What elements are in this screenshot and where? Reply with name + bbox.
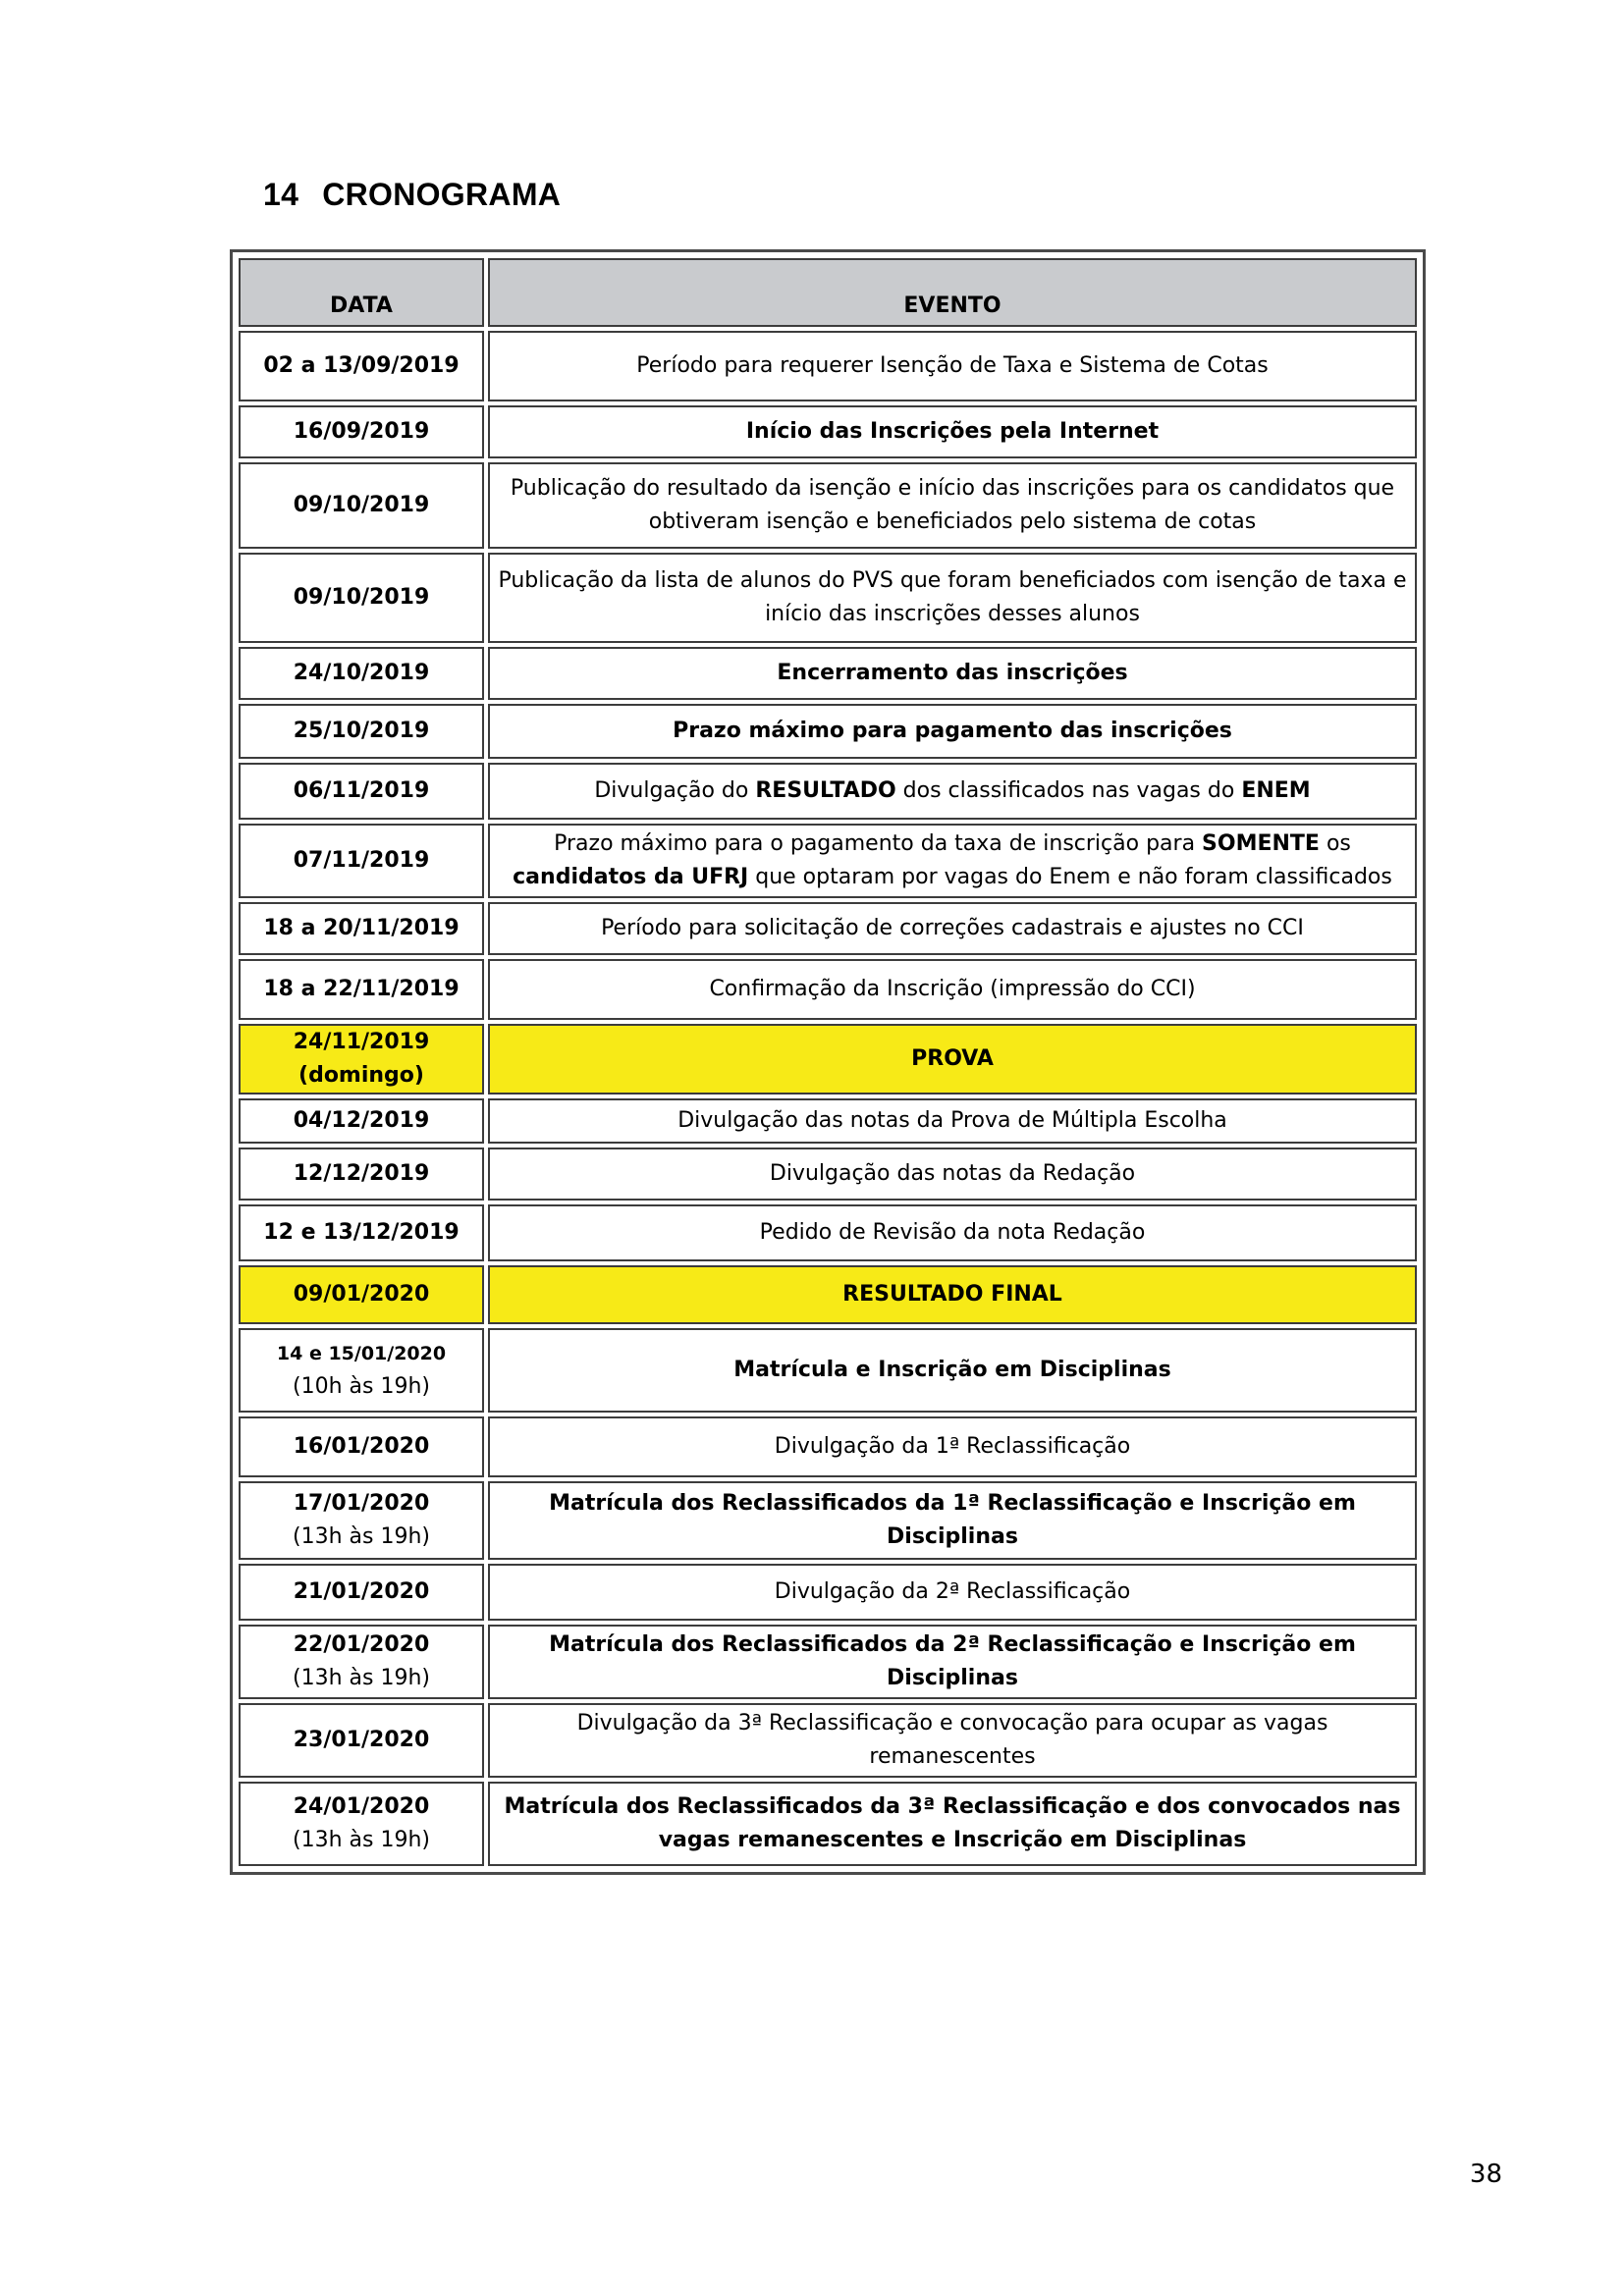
row-date	[239, 1782, 484, 1866]
table-row	[239, 405, 1417, 458]
row-event	[488, 763, 1417, 820]
event-text-bold: candidatos da UFRJ	[513, 865, 749, 889]
row-date: 24/10/2019	[239, 647, 484, 700]
table-row	[239, 1204, 1417, 1261]
table-row	[239, 1782, 1417, 1866]
table-row	[239, 1416, 1417, 1477]
header-date: DATA	[239, 258, 484, 327]
table-row	[239, 331, 1417, 401]
section-title: CRONOGRAMA	[322, 177, 562, 212]
row-date: 21/01/2020	[239, 1564, 484, 1621]
row-date-main: 24/01/2020	[293, 1794, 430, 1819]
row-date: 12/12/2019	[239, 1148, 484, 1201]
table-row	[239, 553, 1417, 643]
event-text: que optaram por vagas do Enem e não foram classificados	[748, 865, 1392, 889]
row-date: 16/01/2020	[239, 1416, 484, 1477]
row-date: 06/11/2019	[239, 763, 484, 820]
row-date: 09/01/2020	[239, 1265, 484, 1324]
row-event: Início das Inscrições pela Internet	[488, 405, 1417, 458]
row-event: Divulgação da 2ª Reclassificação	[488, 1564, 1417, 1621]
row-event: Publicação do resultado da isenção e início das inscrições para os candidatos que obtiveram isenção e beneficiados pelo sistema de cotas	[488, 462, 1417, 549]
row-date	[239, 1024, 484, 1095]
table-row	[239, 1564, 1417, 1621]
event-text: dos classificados nas vagas do	[895, 778, 1242, 803]
row-event: Confirmação da Inscrição (impressão do CCI)	[488, 959, 1417, 1020]
table-row	[239, 1098, 1417, 1144]
event-text: Prazo máximo para o pagamento da taxa de inscrição para	[554, 831, 1203, 856]
row-date: 07/11/2019	[239, 824, 484, 898]
section-number: 14	[263, 177, 299, 212]
row-event: Divulgação das notas da Redação	[488, 1148, 1417, 1201]
event-text: os	[1319, 831, 1351, 856]
page-number: 38	[1469, 2160, 1502, 2189]
row-event: Prazo máximo para pagamento das inscrições	[488, 704, 1417, 759]
row-date-note: (10h às 19h)	[293, 1374, 430, 1399]
row-date-main: 14 e 15/01/2020	[276, 1343, 447, 1364]
row-event: Período para requerer Isenção de Taxa e Sistema de Cotas	[488, 331, 1417, 401]
row-date: 09/10/2019	[239, 462, 484, 549]
row-event: Matrícula e Inscrição em Disciplinas	[488, 1328, 1417, 1413]
header-event: EVENTO	[488, 258, 1417, 327]
row-date	[239, 1328, 484, 1413]
row-date: 02 a 13/09/2019	[239, 331, 484, 401]
row-date-main: 17/01/2020	[293, 1491, 430, 1516]
row-date: 25/10/2019	[239, 704, 484, 759]
row-date-note: (13h às 19h)	[293, 1828, 430, 1852]
section-heading	[263, 177, 561, 213]
row-event: Publicação da lista de alunos do PVS que foram beneficiados com isenção de taxa e início das inscrições desses alunos	[488, 553, 1417, 643]
row-date: 12 e 13/12/2019	[239, 1204, 484, 1261]
table-row	[239, 1481, 1417, 1560]
table-row	[239, 1265, 1417, 1324]
schedule-table-frame	[230, 249, 1426, 1875]
row-event: Divulgação da 1ª Reclassificação	[488, 1416, 1417, 1477]
row-date-main: 24/11/2019	[293, 1030, 430, 1054]
table-row	[239, 647, 1417, 700]
row-event: Período para solicitação de correções cadastrais e ajustes no CCI	[488, 902, 1417, 955]
row-date-main: 22/01/2020	[293, 1632, 430, 1657]
row-date-note: (13h às 19h)	[293, 1524, 430, 1549]
table-row	[239, 763, 1417, 820]
row-date	[239, 1481, 484, 1560]
row-event: Divulgação das notas da Prova de Múltipla Escolha	[488, 1098, 1417, 1144]
row-date-note: (13h às 19h)	[293, 1666, 430, 1690]
event-text: Divulgação do	[594, 778, 756, 803]
row-event: Divulgação da 3ª Reclassificação e convocação para ocupar as vagas remanescentes	[488, 1703, 1417, 1778]
table-row	[239, 1328, 1417, 1413]
row-date: 09/10/2019	[239, 553, 484, 643]
row-date: 23/01/2020	[239, 1703, 484, 1778]
row-date: 18 a 22/11/2019	[239, 959, 484, 1020]
row-event: PROVA	[488, 1024, 1417, 1095]
event-text-bold: ENEM	[1241, 778, 1311, 803]
row-date: 16/09/2019	[239, 405, 484, 458]
row-event	[488, 824, 1417, 898]
table-row	[239, 704, 1417, 759]
event-text-bold: SOMENTE	[1202, 831, 1320, 856]
table-row	[239, 1625, 1417, 1699]
table-row	[239, 824, 1417, 898]
table-row	[239, 462, 1417, 549]
row-date	[239, 1625, 484, 1699]
table-row	[239, 1148, 1417, 1201]
row-event: Matrícula dos Reclassificados da 2ª Reclassificação e Inscrição em Disciplinas	[488, 1625, 1417, 1699]
row-date: 18 a 20/11/2019	[239, 902, 484, 955]
row-event: Pedido de Revisão da nota Redação	[488, 1204, 1417, 1261]
row-date-note: (domingo)	[298, 1063, 424, 1088]
table-row	[239, 1024, 1417, 1095]
row-event: Encerramento das inscrições	[488, 647, 1417, 700]
table-row	[239, 1703, 1417, 1778]
row-event: Matrícula dos Reclassificados da 1ª Reclassificação e Inscrição em Disciplinas	[488, 1481, 1417, 1560]
event-text-bold: RESULTADO	[755, 778, 896, 803]
row-event: RESULTADO FINAL	[488, 1265, 1417, 1324]
row-event: Matrícula dos Reclassificados da 3ª Reclassificação e dos convocados nas vagas remanescentes e Inscrição em Disciplinas	[488, 1782, 1417, 1866]
table-row	[239, 959, 1417, 1020]
row-date: 04/12/2019	[239, 1098, 484, 1144]
table-row	[239, 902, 1417, 955]
schedule-table	[235, 254, 1421, 1870]
